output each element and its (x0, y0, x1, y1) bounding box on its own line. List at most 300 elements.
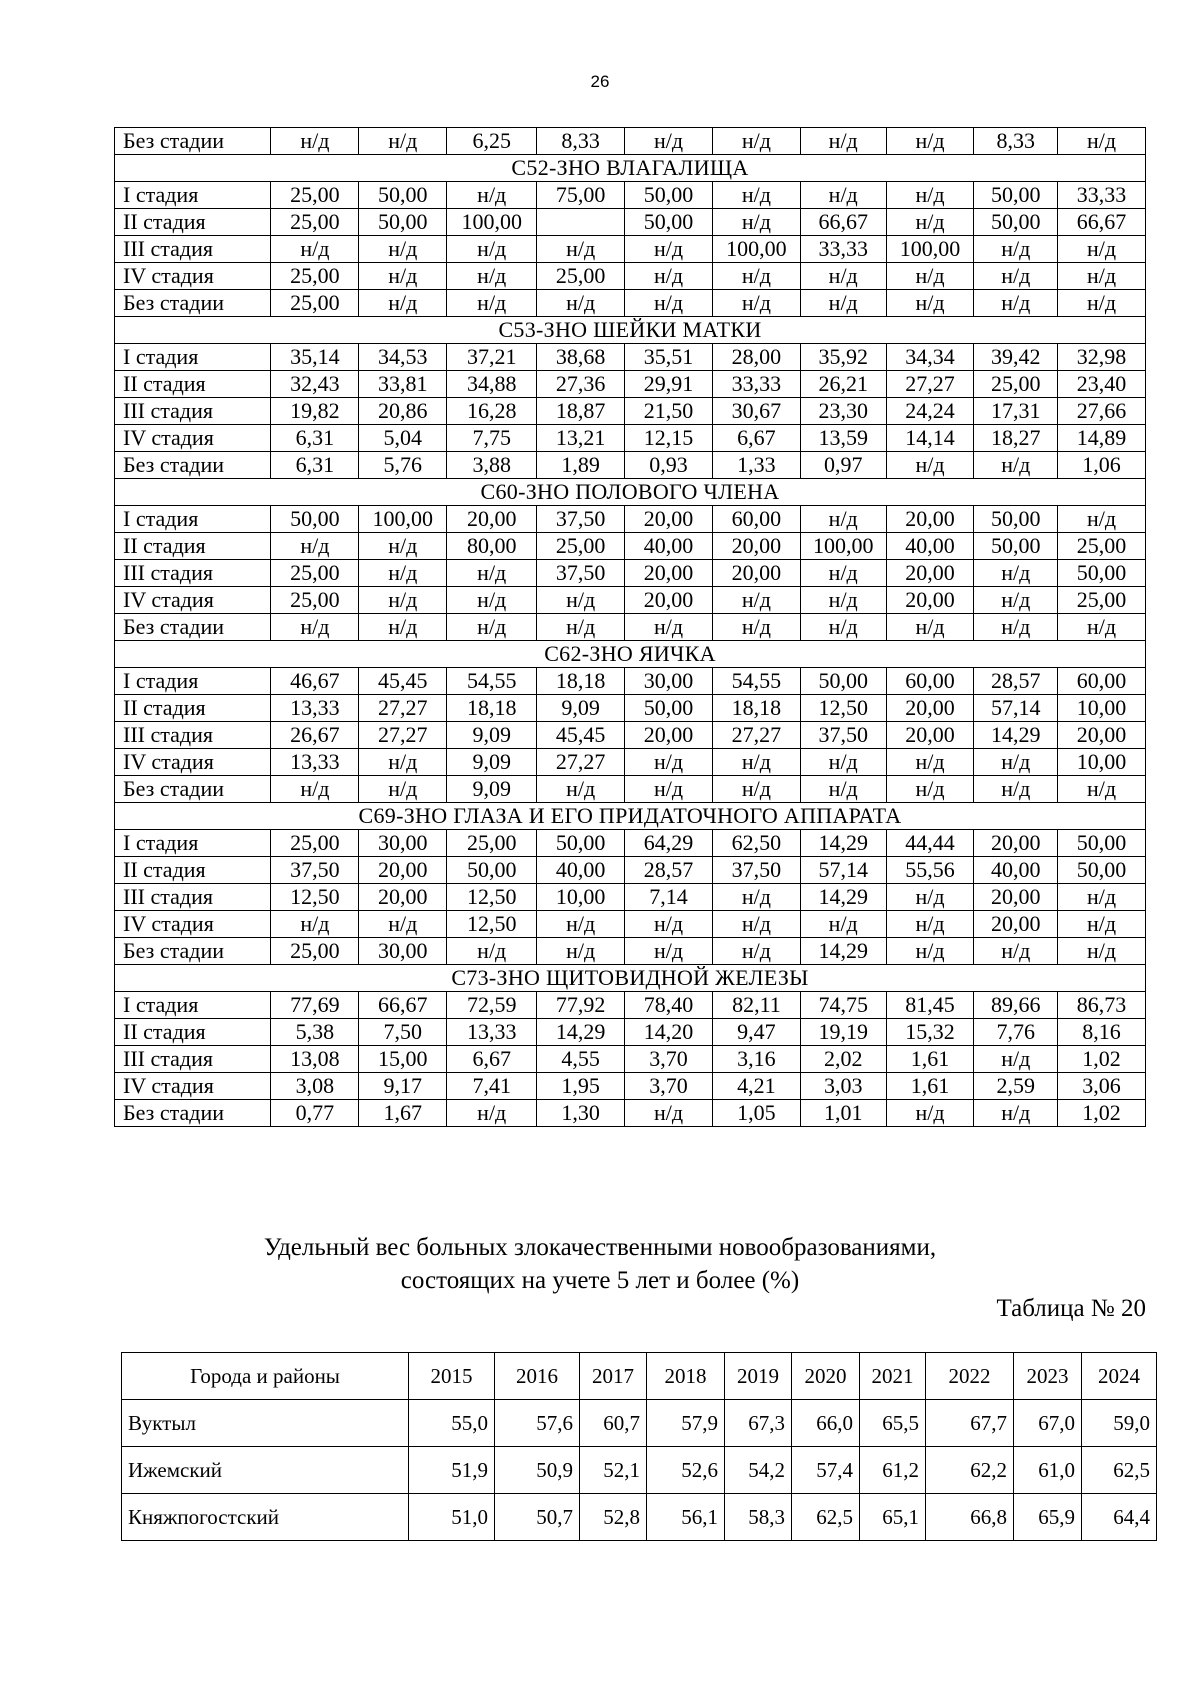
stage-value: 5,04 (359, 425, 447, 452)
stage-value: 50,00 (1058, 560, 1146, 587)
stage-value: 72,59 (447, 992, 537, 1019)
stage-value: 18,18 (537, 668, 625, 695)
stage-value: н/д (271, 236, 359, 263)
stage-row (115, 425, 1146, 452)
stage-label: Без стадии (115, 452, 271, 479)
stage-value: н/д (974, 263, 1058, 290)
district-value: 62,2 (926, 1447, 1014, 1494)
stage-value: 25,00 (271, 290, 359, 317)
page-number: 26 (590, 72, 610, 91)
stage-row (115, 938, 1146, 965)
stage-value: 7,50 (359, 1019, 447, 1046)
stage-value: 1,01 (800, 1100, 886, 1127)
stage-value: 5,76 (359, 452, 447, 479)
stage-value: 81,45 (886, 992, 974, 1019)
section-header-row (115, 803, 1146, 830)
stage-value: 15,00 (359, 1046, 447, 1073)
stage-value: 0,97 (800, 452, 886, 479)
stage-value: 33,33 (1058, 182, 1146, 209)
stage-label: Без стадии (115, 290, 271, 317)
year-header: 2017 (580, 1353, 647, 1400)
stage-value: 14,20 (625, 1019, 713, 1046)
stage-row (115, 560, 1146, 587)
stage-value (537, 209, 625, 236)
stage-label: Без стадии (115, 614, 271, 641)
stage-label: IV стадия (115, 587, 271, 614)
stage-value: н/д (271, 128, 359, 155)
stage-row (115, 776, 1146, 803)
stage-value: 20,86 (359, 398, 447, 425)
stage-value: 5,38 (271, 1019, 359, 1046)
stage-value: н/д (886, 911, 974, 938)
stage-value: 40,00 (974, 857, 1058, 884)
stage-value: н/д (800, 560, 886, 587)
stage-value: н/д (625, 236, 713, 263)
stage-value: н/д (1058, 506, 1146, 533)
district-value: 64,4 (1082, 1494, 1157, 1541)
stage-value: н/д (800, 911, 886, 938)
stage-value: 25,00 (537, 533, 625, 560)
stage-value: н/д (359, 560, 447, 587)
stage-value: 14,29 (537, 1019, 625, 1046)
stage-value: 50,00 (625, 182, 713, 209)
stage-row (115, 722, 1146, 749)
stage-label: III стадия (115, 722, 271, 749)
year-header: 2024 (1082, 1353, 1157, 1400)
stage-value: н/д (271, 533, 359, 560)
district-name: Княжпогостский (122, 1494, 409, 1541)
stage-row (115, 695, 1146, 722)
stage-value: 21,50 (625, 398, 713, 425)
stage-value: 100,00 (359, 506, 447, 533)
stage-value: 27,66 (1058, 398, 1146, 425)
stage-value: 10,00 (1058, 695, 1146, 722)
stage-value: 13,21 (537, 425, 625, 452)
stage-value: н/д (886, 776, 974, 803)
stage-value: н/д (800, 506, 886, 533)
stage-value: 14,29 (800, 938, 886, 965)
stage-value: 40,00 (537, 857, 625, 884)
stage-value: 100,00 (447, 209, 537, 236)
stage-value: 10,00 (1058, 749, 1146, 776)
section-header-row (115, 155, 1146, 182)
stage-value: н/д (886, 884, 974, 911)
stage-value: 100,00 (712, 236, 800, 263)
stage-value: 20,00 (886, 722, 974, 749)
stage-value: 1,06 (1058, 452, 1146, 479)
stage-value: 8,16 (1058, 1019, 1146, 1046)
stage-value: 50,00 (359, 182, 447, 209)
stage-value: 12,50 (447, 884, 537, 911)
stage-value: 30,00 (625, 668, 713, 695)
stage-value: 20,00 (712, 533, 800, 560)
stage-value: 57,14 (800, 857, 886, 884)
stage-value: н/д (1058, 236, 1146, 263)
stage-value: н/д (886, 614, 974, 641)
stage-value: н/д (712, 587, 800, 614)
stage-value: 40,00 (886, 533, 974, 560)
stage-value: 27,27 (359, 722, 447, 749)
stage-value: 1,02 (1058, 1100, 1146, 1127)
stage-value: н/д (447, 587, 537, 614)
stage-row (115, 587, 1146, 614)
stage-value: 45,45 (537, 722, 625, 749)
stage-value: н/д (447, 560, 537, 587)
stage-label: I стадия (115, 992, 271, 1019)
stage-value: 23,40 (1058, 371, 1146, 398)
stage-value: н/д (1058, 938, 1146, 965)
stage-value: 89,66 (974, 992, 1058, 1019)
stage-value: н/д (712, 911, 800, 938)
stage-row (115, 452, 1146, 479)
stage-value: н/д (886, 1100, 974, 1127)
stage-value: н/д (974, 749, 1058, 776)
stage-row (115, 992, 1146, 1019)
stage-value: 50,00 (800, 668, 886, 695)
stage-value: 1,61 (886, 1046, 974, 1073)
stage-value: 27,27 (359, 695, 447, 722)
stage-value: н/д (1058, 128, 1146, 155)
stage-value: н/д (1058, 911, 1146, 938)
stage-value: 32,43 (271, 371, 359, 398)
district-value: 61,2 (860, 1447, 926, 1494)
stage-value: 33,33 (712, 371, 800, 398)
stage-value: 13,33 (271, 749, 359, 776)
stage-row (115, 209, 1146, 236)
stage-value: 13,33 (271, 695, 359, 722)
stage-value: 6,25 (447, 128, 537, 155)
stage-value: 0,77 (271, 1100, 359, 1127)
district-value: 54,2 (725, 1447, 792, 1494)
stage-value: н/д (712, 614, 800, 641)
stage-value: н/д (447, 614, 537, 641)
stage-value: 9,17 (359, 1073, 447, 1100)
stage-value: н/д (359, 587, 447, 614)
stage-value: 12,50 (800, 695, 886, 722)
stage-value: 30,00 (359, 938, 447, 965)
stage-value: 25,00 (271, 938, 359, 965)
stage-value: 10,00 (537, 884, 625, 911)
stage-value: н/д (271, 911, 359, 938)
stage-value: н/д (537, 236, 625, 263)
stage-value: 6,31 (271, 452, 359, 479)
stage-value: н/д (712, 290, 800, 317)
district-value: 57,9 (647, 1400, 725, 1447)
stage-value: н/д (800, 290, 886, 317)
stage-row (115, 1100, 1146, 1127)
stage-value: 25,00 (271, 209, 359, 236)
district-name: Ижемский (122, 1447, 409, 1494)
stage-value: 50,00 (625, 695, 713, 722)
stage-value: 7,41 (447, 1073, 537, 1100)
stage-value: н/д (359, 749, 447, 776)
stage-row (115, 506, 1146, 533)
district-value: 67,7 (926, 1400, 1014, 1447)
stage-label: II стадия (115, 695, 271, 722)
stage-value: 60,00 (1058, 668, 1146, 695)
stage-value: 20,00 (359, 857, 447, 884)
district-value: 56,1 (647, 1494, 725, 1541)
stage-row (115, 1073, 1146, 1100)
stage-value: 30,67 (712, 398, 800, 425)
stage-value: н/д (1058, 614, 1146, 641)
stage-value: 19,82 (271, 398, 359, 425)
stage-value: 25,00 (271, 263, 359, 290)
district-value: 50,9 (495, 1447, 580, 1494)
stage-value: н/д (625, 1100, 713, 1127)
stage-label: IV стадия (115, 263, 271, 290)
stage-value: н/д (359, 776, 447, 803)
stage-value: н/д (359, 128, 447, 155)
stage-value: 38,68 (537, 344, 625, 371)
year-header: 2020 (792, 1353, 860, 1400)
stage-value: 25,00 (447, 830, 537, 857)
stage-row (115, 371, 1146, 398)
stage-label: III стадия (115, 560, 271, 587)
stage-value: н/д (359, 236, 447, 263)
stage-value: 14,29 (974, 722, 1058, 749)
stage-value: 39,42 (974, 344, 1058, 371)
stage-row (115, 1019, 1146, 1046)
stage-value: 7,75 (447, 425, 537, 452)
stage-value: 46,67 (271, 668, 359, 695)
stage-value: 4,55 (537, 1046, 625, 1073)
stage-value: 28,57 (625, 857, 713, 884)
stage-value: 100,00 (886, 236, 974, 263)
stage-value: н/д (537, 938, 625, 965)
stage-value: 20,00 (974, 830, 1058, 857)
stage-value: н/д (800, 128, 886, 155)
stage-value: 13,59 (800, 425, 886, 452)
district-value: 66,8 (926, 1494, 1014, 1541)
district-value: 57,4 (792, 1447, 860, 1494)
stage-value: н/д (974, 938, 1058, 965)
year-header: 2023 (1014, 1353, 1082, 1400)
section-header-row (115, 479, 1146, 506)
stage-value: 9,09 (537, 695, 625, 722)
caption-line-1: Удельный вес больных злокачественными новообразованиями, (263, 1234, 937, 1261)
stage-value: 7,76 (974, 1019, 1058, 1046)
district-value: 60,7 (580, 1400, 647, 1447)
stage-value: 20,00 (625, 722, 713, 749)
stage-value: 1,05 (712, 1100, 800, 1127)
stage-label: II стадия (115, 1019, 271, 1046)
stage-row (115, 911, 1146, 938)
section-header-row (115, 965, 1146, 992)
stage-value: 13,33 (447, 1019, 537, 1046)
stage-value: 4,21 (712, 1073, 800, 1100)
stage-value: н/д (359, 290, 447, 317)
stage-row (115, 236, 1146, 263)
table-number: Таблица № 20 (996, 1295, 1146, 1322)
stage-value: 1,67 (359, 1100, 447, 1127)
stage-label: IV стадия (115, 425, 271, 452)
stage-value: н/д (625, 776, 713, 803)
stage-value: 66,67 (1058, 209, 1146, 236)
stage-value: 1,95 (537, 1073, 625, 1100)
stage-value: 37,50 (271, 857, 359, 884)
stage-value: н/д (974, 452, 1058, 479)
stage-value: 2,59 (974, 1073, 1058, 1100)
district-value: 58,3 (725, 1494, 792, 1541)
stage-value: 0,93 (625, 452, 713, 479)
stage-value: н/д (712, 938, 800, 965)
stage-value: н/д (974, 587, 1058, 614)
stage-value: 27,27 (712, 722, 800, 749)
stage-value: 35,51 (625, 344, 713, 371)
stage-row (115, 290, 1146, 317)
stage-value: 50,00 (974, 209, 1058, 236)
district-value: 62,5 (792, 1494, 860, 1541)
stage-value: 24,24 (886, 398, 974, 425)
stage-value: 60,00 (712, 506, 800, 533)
stage-value: 6,67 (447, 1046, 537, 1073)
stage-value: 34,34 (886, 344, 974, 371)
stage-value: 74,75 (800, 992, 886, 1019)
stage-value: 25,00 (974, 371, 1058, 398)
stage-value: 45,45 (359, 668, 447, 695)
stage-value: н/д (625, 290, 713, 317)
stage-value: 20,00 (886, 587, 974, 614)
stage-value: 1,02 (1058, 1046, 1146, 1073)
stage-value: н/д (447, 1100, 537, 1127)
stage-value: н/д (271, 614, 359, 641)
stage-value: 27,27 (537, 749, 625, 776)
year-header: 2019 (725, 1353, 792, 1400)
stage-value: 77,92 (537, 992, 625, 1019)
stage-value: 37,50 (537, 506, 625, 533)
stage-row (115, 182, 1146, 209)
stage-value: 20,00 (974, 911, 1058, 938)
stage-value: 9,09 (447, 749, 537, 776)
stage-row (115, 263, 1146, 290)
stage-value: 62,50 (712, 830, 800, 857)
district-value: 66,0 (792, 1400, 860, 1447)
section-header-row (115, 317, 1146, 344)
stage-label: II стадия (115, 533, 271, 560)
stage-value: 30,00 (359, 830, 447, 857)
stage-value: 20,00 (886, 695, 974, 722)
stage-label: II стадия (115, 371, 271, 398)
stage-value: 14,14 (886, 425, 974, 452)
district-value: 50,7 (495, 1494, 580, 1541)
stage-value: 3,16 (712, 1046, 800, 1073)
stage-value: 82,11 (712, 992, 800, 1019)
stage-label: IV стадия (115, 911, 271, 938)
stage-value: 14,29 (800, 884, 886, 911)
stage-value: 50,00 (359, 209, 447, 236)
stage-row (115, 668, 1146, 695)
stage-label: I стадия (115, 344, 271, 371)
stage-value: н/д (625, 614, 713, 641)
section-header-row (115, 641, 1146, 668)
stage-value: 1,89 (537, 452, 625, 479)
stage-value: н/д (974, 236, 1058, 263)
stage-value: 50,00 (447, 857, 537, 884)
stage-value: 6,67 (712, 425, 800, 452)
stage-value: 3,03 (800, 1073, 886, 1100)
stage-value: н/д (447, 263, 537, 290)
stage-value: 50,00 (625, 209, 713, 236)
stage-value: н/д (537, 614, 625, 641)
stage-value: 57,14 (974, 695, 1058, 722)
stage-value: 37,21 (447, 344, 537, 371)
stage-value: н/д (447, 182, 537, 209)
stage-row (115, 344, 1146, 371)
caption-line-2: состоящих на учете 5 лет и более (%) (400, 1267, 800, 1294)
stage-label: I стадия (115, 506, 271, 533)
stage-value: н/д (625, 263, 713, 290)
district-value: 67,0 (1014, 1400, 1082, 1447)
stage-label: III стадия (115, 1046, 271, 1073)
stage-label: Без стадии (115, 1100, 271, 1127)
stage-value: 32,98 (1058, 344, 1146, 371)
section-title: С53-ЗНО ШЕЙКИ МАТКИ (115, 317, 1146, 344)
stage-value: 25,00 (271, 587, 359, 614)
stage-row (115, 614, 1146, 641)
stage-value: н/д (974, 1100, 1058, 1127)
stage-value: 34,88 (447, 371, 537, 398)
stage-value: 86,73 (1058, 992, 1146, 1019)
stage-value: н/д (712, 209, 800, 236)
stage-value: 37,50 (800, 722, 886, 749)
district-value: 61,0 (1014, 1447, 1082, 1494)
table-caption (0, 1231, 1200, 1297)
stage-label: III стадия (115, 398, 271, 425)
stage-value: 18,27 (974, 425, 1058, 452)
stage-value: 60,00 (886, 668, 974, 695)
district-row (122, 1447, 1157, 1494)
stage-value: н/д (537, 776, 625, 803)
stage-value: 18,87 (537, 398, 625, 425)
stage-value: н/д (800, 587, 886, 614)
stage-value: н/д (886, 209, 974, 236)
stage-value: 75,00 (537, 182, 625, 209)
stage-value: 1,30 (537, 1100, 625, 1127)
stage-value: н/д (974, 290, 1058, 317)
stage-value: 77,69 (271, 992, 359, 1019)
district-value: 51,9 (409, 1447, 495, 1494)
district-table (121, 1352, 1157, 1541)
stage-value: 50,00 (1058, 830, 1146, 857)
stage-value: 20,00 (625, 587, 713, 614)
stage-value: 54,55 (447, 668, 537, 695)
stage-value: 35,92 (800, 344, 886, 371)
stage-value: 16,28 (447, 398, 537, 425)
stage-value: 80,00 (447, 533, 537, 560)
stage-value: н/д (447, 236, 537, 263)
stage-value: 12,50 (271, 884, 359, 911)
district-name: Вуктыл (122, 1400, 409, 1447)
stage-value: 2,02 (800, 1046, 886, 1073)
stage-row (115, 1046, 1146, 1073)
stage-value: н/д (537, 587, 625, 614)
stage-value: н/д (712, 749, 800, 776)
stage-value: н/д (359, 911, 447, 938)
stage-value: н/д (1058, 290, 1146, 317)
section-title: С69-ЗНО ГЛАЗА И ЕГО ПРИДАТОЧНОГО АППАРАТА (115, 803, 1146, 830)
stage-value: 25,00 (271, 560, 359, 587)
stage-value: 54,55 (712, 668, 800, 695)
stage-value: 50,00 (974, 506, 1058, 533)
stage-value: 20,00 (1058, 722, 1146, 749)
district-value: 65,5 (860, 1400, 926, 1447)
stage-row (115, 857, 1146, 884)
section-title: С60-ЗНО ПОЛОВОГО ЧЛЕНА (115, 479, 1146, 506)
stage-value: 12,50 (447, 911, 537, 938)
stage-label: Без стадии (115, 938, 271, 965)
stage-value: 25,00 (1058, 533, 1146, 560)
